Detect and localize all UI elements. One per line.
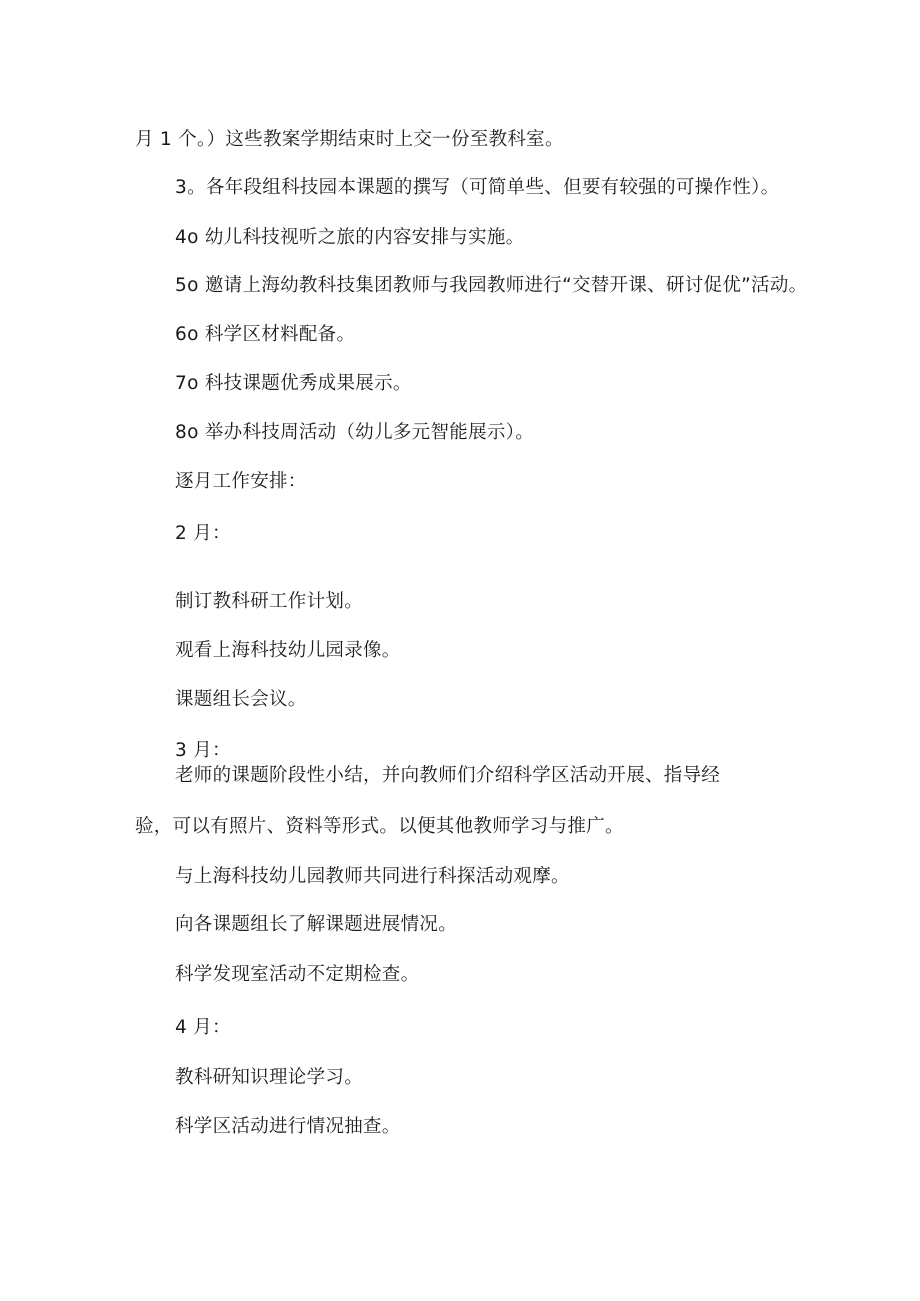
- month-heading: 3 月：: [175, 740, 231, 761]
- list-item: 制订教科研工作计划。: [175, 591, 364, 612]
- paragraph-line: 4o 幼儿科技视听之旅的内容安排与实施。: [175, 227, 525, 248]
- list-item: 向各课题组长了解课题进展情况。: [175, 914, 458, 935]
- paragraph-line: 7o 科技课题优秀成果展示。: [175, 373, 412, 394]
- list-item: 科学区活动进行情况抽查。: [175, 1116, 401, 1137]
- paragraph-line: 5o 邀请上海幼教科技集团教师与我园教师进行“交替开课、研讨促优”活动。: [175, 275, 808, 296]
- list-item: 课题组长会议。: [175, 689, 307, 710]
- list-item: 教科研知识理论学习。: [175, 1067, 364, 1088]
- list-item-continuation: 验，可以有照片、资料等形式。以便其他教师学习与推广。: [135, 816, 624, 837]
- month-heading: 4 月：: [175, 1017, 231, 1038]
- list-item: 老师的课题阶段性小结，并向教师们介绍科学区活动开展、指导经: [175, 765, 721, 786]
- paragraph-line: 月 1 个。）这些教案学期结束时上交一份至教科室。: [135, 129, 564, 150]
- list-item: 观看上海科技幼儿园录像。: [175, 640, 401, 661]
- section-heading: 逐月工作安排：: [175, 471, 307, 492]
- paragraph-line: 6o 科学区材料配备。: [175, 324, 356, 345]
- month-heading: 2 月：: [175, 523, 231, 544]
- paragraph-line: 8o 举办科技周活动（幼儿多元智能展示）。: [175, 422, 535, 443]
- list-item: 科学发现室活动不定期检查。: [175, 964, 420, 985]
- paragraph-line: 3。各年段组科技园本课题的撰写（可简单些、但要有较强的可操作性）。: [175, 177, 780, 198]
- list-item: 与上海科技幼儿园教师共同进行科探活动观摩。: [175, 866, 570, 887]
